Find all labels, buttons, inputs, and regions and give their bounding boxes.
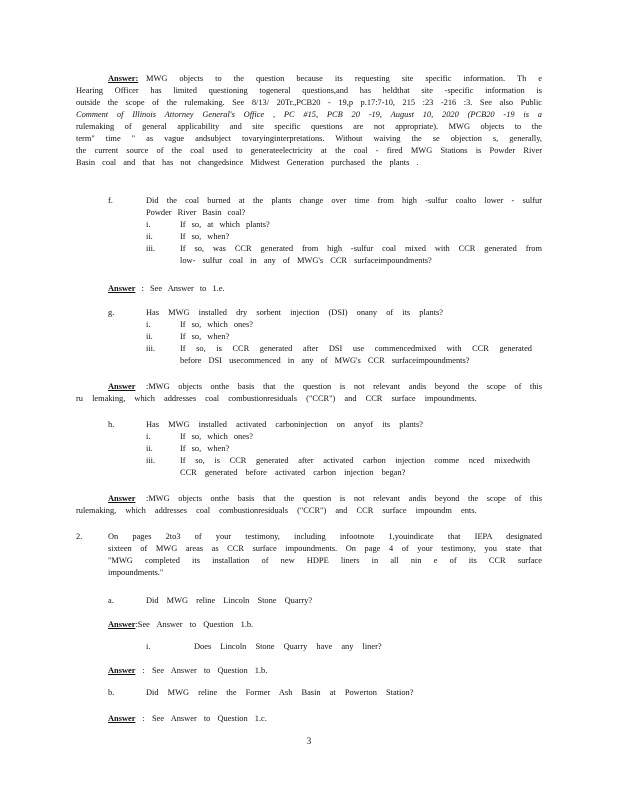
answer-2a xyxy=(108,620,253,630)
sub-text: If so, when? xyxy=(180,332,230,341)
sub-text: low- sulfur coal in any of MWG's CCR surfaceimpoundments? xyxy=(180,256,432,265)
sub-num: i. xyxy=(146,320,151,329)
question-text: Has MWG installed dry sorbent injection (DSI) onany of its plants? xyxy=(146,308,444,317)
sub-num: i. xyxy=(146,432,151,441)
answer-line: rulemaking of general applicability and site specific questions are not appropriate). MWG objects to the xyxy=(76,122,542,131)
sub-text: If so, was CCR generated from high -sulfur coal mixed with CCR generated from xyxy=(180,244,542,253)
answer-label-wrap xyxy=(108,382,135,392)
sub-num: iii. xyxy=(146,344,156,353)
answer-line: Comment of Illinois Attorney General's Office , PC #15, PCB 20 -19, August 10, 2020 (PCB20 -19 is a xyxy=(76,110,542,119)
answer-label: Answer xyxy=(108,284,136,293)
sub-text: Does Lincoln Stone Quarry have any liner? xyxy=(194,642,382,651)
answer-text: :MWG objects onthe basis that the question is not relevant andis beyond the scope of this xyxy=(146,494,542,503)
answer-label-wrap xyxy=(108,494,135,504)
question-text: "MWG completed its installation of new HDPE liners in all nin e of its CCR surface xyxy=(108,556,542,565)
answer-label: Answer xyxy=(108,620,136,629)
answer-text: rulemaking, which addresses coal combustionresiduals ("CCR") and CCR surface impoundm ents. xyxy=(76,506,477,515)
sub-num: iii. xyxy=(146,456,156,465)
sub-num: iii. xyxy=(146,244,156,253)
question-text: Powder River Basin coal? xyxy=(146,208,246,217)
answer-2a-i xyxy=(108,666,267,676)
answer-text: :See Answer to Question 1.b. xyxy=(135,620,254,629)
sub-text: before DSI usecommenced in any of MWG's CCR surfaceimpoundments? xyxy=(180,356,470,365)
sub-text: If so, when? xyxy=(180,232,230,241)
answer-line: the current source of the coal used to generateelectricity at the coal - fired MWG Stations is Powder River xyxy=(76,146,542,155)
sub-text: If so, which ones? xyxy=(180,432,253,441)
question-text: Did MWG reline Lincoln Stone Quarry? xyxy=(146,596,313,605)
question-text: Did the coal burned at the plants change over time from high -sulfur coalto lower - sulfur xyxy=(146,196,542,205)
answer-line: Basin coal and that has not changedsince Midwest Generation purchased the plants . xyxy=(76,158,419,167)
sub-text: If so, is CCR generated after activated carbon injection comme nced mixedwith xyxy=(180,456,530,465)
sub-num: i. xyxy=(146,642,151,651)
item-letter: a. xyxy=(108,596,114,605)
question-text: sixteen of MWG areas as CCR surface impoundments. On page 4 of your testimony, you state that xyxy=(108,544,542,553)
answer-label: Answer xyxy=(108,382,136,391)
sub-text: If so, is CCR generated after DSI use commencedmixed with CCR generated xyxy=(180,344,532,353)
answer-text: : See Answer to Question 1.b. xyxy=(142,666,268,675)
item-letter: f. xyxy=(108,196,113,205)
answer-label: Answer: xyxy=(108,74,139,83)
sub-text: CCR generated before activated carbon injection began? xyxy=(180,468,406,477)
answer-line: Hearing Officer has limited questioning togeneral questions,and has heldthat site -specific information is xyxy=(76,86,542,95)
answer-f xyxy=(108,284,225,294)
question-text: Did MWG reline the Former Ash Basin at Powerton Station? xyxy=(146,688,414,697)
answer-line: MWG objects to the question because its requesting site specific information. Th e xyxy=(146,74,542,83)
answer-label: Answer xyxy=(108,494,136,503)
sub-num: ii. xyxy=(146,444,153,453)
sub-text: If so, at which plants? xyxy=(180,220,270,229)
item-letter: g. xyxy=(108,308,115,317)
answer-line: term" time " as vague andsubject tovaryinginterpretations. Without waiving the se objection s, generally, xyxy=(76,134,542,143)
sub-text: If so, which ones? xyxy=(180,320,253,329)
sub-num: ii. xyxy=(146,232,153,241)
question-text: On pages 2to3 of your testimony, including infootnote 1,youindicate that IEPA designated xyxy=(108,532,542,541)
answer-text: : See Answer to Question 1.c. xyxy=(142,714,267,723)
item-number: 2. xyxy=(76,532,83,541)
sub-text: If so, when? xyxy=(180,444,230,453)
item-letter: b. xyxy=(108,688,115,697)
question-text: Has MWG installed activated carboninjection on anyof its plants? xyxy=(146,420,423,429)
answer-text: :MWG objects onthe basis that the question is not relevant andis beyond the scope of this xyxy=(146,382,542,391)
page-number: 3 xyxy=(306,736,312,746)
answer-line: outside the scope of the rulemaking. See 8/13/ 20Tr.,PCB20 - 19,p p.17:7-10, 215 :23 -216 :3. See also Public xyxy=(76,98,542,107)
answer-text: : See Answer to 1.e. xyxy=(141,284,225,293)
answer-label: Answer xyxy=(108,666,136,675)
sub-num: i. xyxy=(146,220,151,229)
answer-2b xyxy=(108,714,267,724)
question-text: impoundments." xyxy=(108,568,164,577)
item-letter: h. xyxy=(108,420,115,429)
answer-text: ru lemaking, which addresses coal combustionresiduals ("CCR") and CCR surface impoundments. xyxy=(76,394,477,403)
sub-num: ii. xyxy=(146,332,153,341)
answer-label: Answer xyxy=(108,714,136,723)
